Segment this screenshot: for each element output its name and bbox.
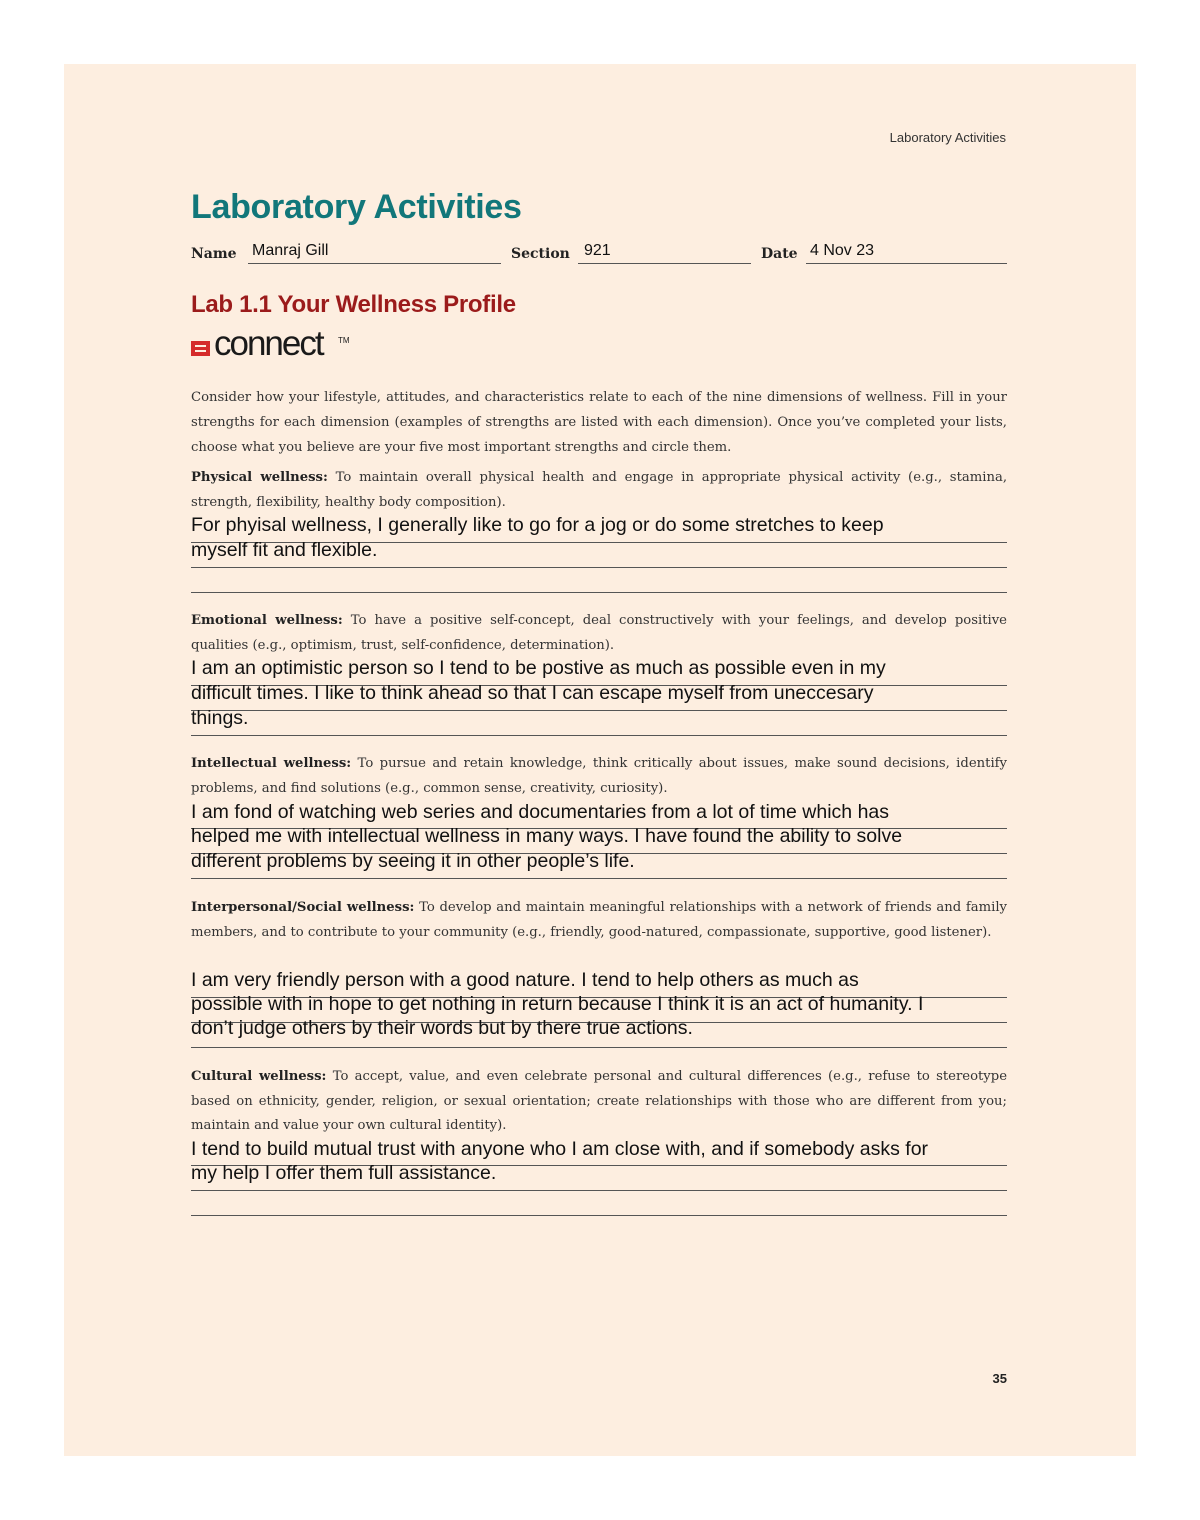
cultural-wellness-answer-line-2[interactable]: my help I offer them full assistance. [191,1162,497,1184]
cultural-wellness-answer-line-1[interactable]: I tend to build mutual trust with anyone who I am close with, and if somebody asks for [191,1138,929,1160]
connect-logo-icon [191,341,210,356]
emotional-wellness-answer-line-2[interactable]: difficult times. I like to think ahead so that I can escape myself from uneccesary [191,682,874,704]
emotional-wellness-answer-line-1[interactable]: I am an optimistic person so I tend to be postive as much as possible even in my [191,657,886,679]
section-field-line [578,262,751,264]
social-wellness-answer-line-2[interactable]: possible with in hope to get nothing in return because I think it is an act of humanity. I [191,993,924,1015]
intellectual-wellness-answer-line-3[interactable]: different problems by seeing it in other people’s life. [191,850,635,872]
running-header: Laboratory Activities [889,130,1006,145]
intellectual-wellness-answer-line-1[interactable]: I am fond of watching web series and documentaries from a lot of time which has [191,801,890,823]
section-field[interactable]: 921 [584,242,611,259]
name-label: Name [191,246,237,262]
intellectual-wellness-description: Intellectual wellness: To pursue and retain knowledge, think critically about issues, make sound decisions, identify problems, and find solutions (e.g., common sense, creativity, curiosity). [191,756,1007,796]
intellectual-wellness-answer-line-2[interactable]: helped me with intellectual wellness in many ways. I have found the ability to solve [191,825,903,847]
physical-wellness-answer-line-2[interactable]: myself fit and flexible. [191,539,378,561]
cultural-wellness-description: Cultural wellness: To accept, value, and even celebrate personal and cultural differences (e.g., refuse to stereotype based on ethnicity, gender, religion, or sexual orientation; create relationships with those who are different from you; maintain and value your own cultural identity). [191,1069,1008,1133]
answer-line [191,1190,1007,1191]
section-label: Section [511,246,570,262]
dimension-name: Intellectual wellness: [191,756,352,771]
connect-trademark: TM [338,336,350,345]
physical-wellness-description: Physical wellness: To maintain overall physical health and engage in appropriate physical activity (e.g., stamina, strength, flexibility, healthy body composition). [191,470,1008,510]
lab-title: Lab 1.1 Your Wellness Profile [191,291,516,318]
date-field-line [806,262,1007,264]
answer-line [191,735,1007,736]
name-field-line [248,262,501,264]
answer-line [191,878,1007,879]
dimension-name: Interpersonal/Social wellness: [191,900,415,915]
emotional-wellness-description: Emotional wellness: To have a positive self-concept, deal constructively with your feelings, and develop positive qualities (e.g., optimism, trust, self-confidence, determination). [191,613,1007,653]
answer-line [191,567,1007,568]
social-wellness-description: Interpersonal/Social wellness: To develop and maintain meaningful relationships with a network of friends and family members, and to contribute to your community (e.g., friendly, good-natured, compassionate, supportive, good listener). [191,900,1007,940]
date-field[interactable]: 4 Nov 23 [810,242,875,259]
page-number: 35 [992,1371,1007,1386]
intro-paragraph: Consider how your lifestyle, attitudes, and characteristics relate to each of the nine dimensions of wellness. Fill in your strengths for each dimension (examples of strengths are listed with each dimension). Once you’ve completed your lists, choose what you believe are your five most important strengths and circle them. [191,390,1007,455]
dimension-name: Cultural wellness: [191,1069,327,1084]
social-wellness-answer-line-1[interactable]: I am very friendly person with a good nature. I tend to help others as much as [191,969,859,991]
physical-wellness-answer-line-1[interactable]: For phyisal wellness, I generally like to go for a jog or do some stretches to keep [191,514,884,536]
dimension-name: Physical wellness: [191,470,328,485]
page-title: Laboratory Activities [191,188,522,226]
emotional-wellness-answer-line-3[interactable]: things. [191,707,249,729]
answer-line [191,1215,1007,1216]
answer-line [191,1047,1007,1048]
social-wellness-answer-line-3[interactable]: don’t judge others by their words but by there true actions. [191,1017,693,1039]
dimension-name: Emotional wellness: [191,613,343,628]
connect-logo-text: connect [214,324,323,363]
name-field[interactable]: Manraj Gill [252,242,329,259]
date-label: Date [761,246,798,262]
answer-line [191,592,1007,593]
